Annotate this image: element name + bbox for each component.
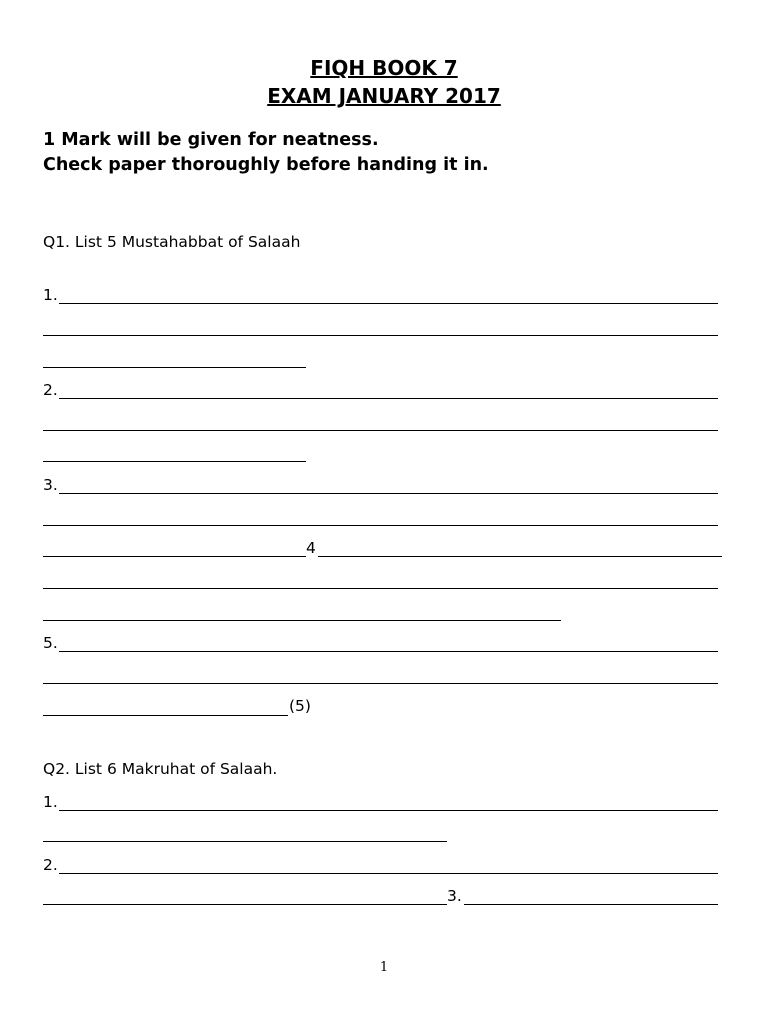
- exam-title-line1: FIQH BOOK 7: [310, 56, 458, 80]
- q1-answer-1-line[interactable]: [59, 303, 718, 304]
- q1-answer-5-line[interactable]: [59, 651, 718, 652]
- q1-answer-4-line[interactable]: [318, 556, 722, 557]
- q1-marks: (5): [289, 697, 311, 715]
- q1-answer-3-line[interactable]: [59, 493, 718, 494]
- page-number: 1: [379, 960, 389, 975]
- q1-answer-line[interactable]: [43, 556, 306, 557]
- q2-answer-line[interactable]: [43, 841, 447, 842]
- q1-answer-2-line[interactable]: [59, 398, 718, 399]
- exam-title-line2: EXAM JANUARY 2017: [267, 84, 501, 108]
- q2-answer-3-label: 3.: [447, 887, 462, 905]
- q2-answer-2-line[interactable]: [59, 873, 718, 874]
- q1-answer-line[interactable]: [43, 367, 306, 368]
- q1-answer-line[interactable]: [43, 461, 306, 462]
- q2-answer-2-label: 2.: [43, 856, 58, 874]
- q1-answer-line[interactable]: [43, 430, 718, 431]
- q2-answer-3-line[interactable]: [464, 904, 718, 905]
- q1-answer-1-label: 1.: [43, 286, 58, 304]
- q1-answer-3-label: 3.: [43, 476, 58, 494]
- q1-answer-2-label: 2.: [43, 381, 58, 399]
- q1-answer-line[interactable]: [43, 588, 718, 589]
- q1-prompt: Q1. List 5 Mustahabbat of Salaah: [43, 233, 301, 251]
- q1-answer-line[interactable]: [43, 620, 561, 621]
- q1-answer-line[interactable]: [43, 335, 718, 336]
- instruction-neatness: 1 Mark will be given for neatness.: [43, 130, 379, 150]
- q2-answer-1-line[interactable]: [59, 810, 718, 811]
- q1-answer-line[interactable]: [43, 715, 288, 716]
- q2-prompt: Q2. List 6 Makruhat of Salaah.: [43, 760, 278, 778]
- q1-answer-4-label: 4: [306, 539, 316, 557]
- instruction-check-paper: Check paper thoroughly before handing it in.: [43, 155, 489, 175]
- q1-answer-line[interactable]: [43, 683, 718, 684]
- q2-answer-line[interactable]: [43, 904, 447, 905]
- q1-answer-line[interactable]: [43, 525, 718, 526]
- q2-answer-1-label: 1.: [43, 793, 58, 811]
- q1-answer-5-label: 5.: [43, 634, 58, 652]
